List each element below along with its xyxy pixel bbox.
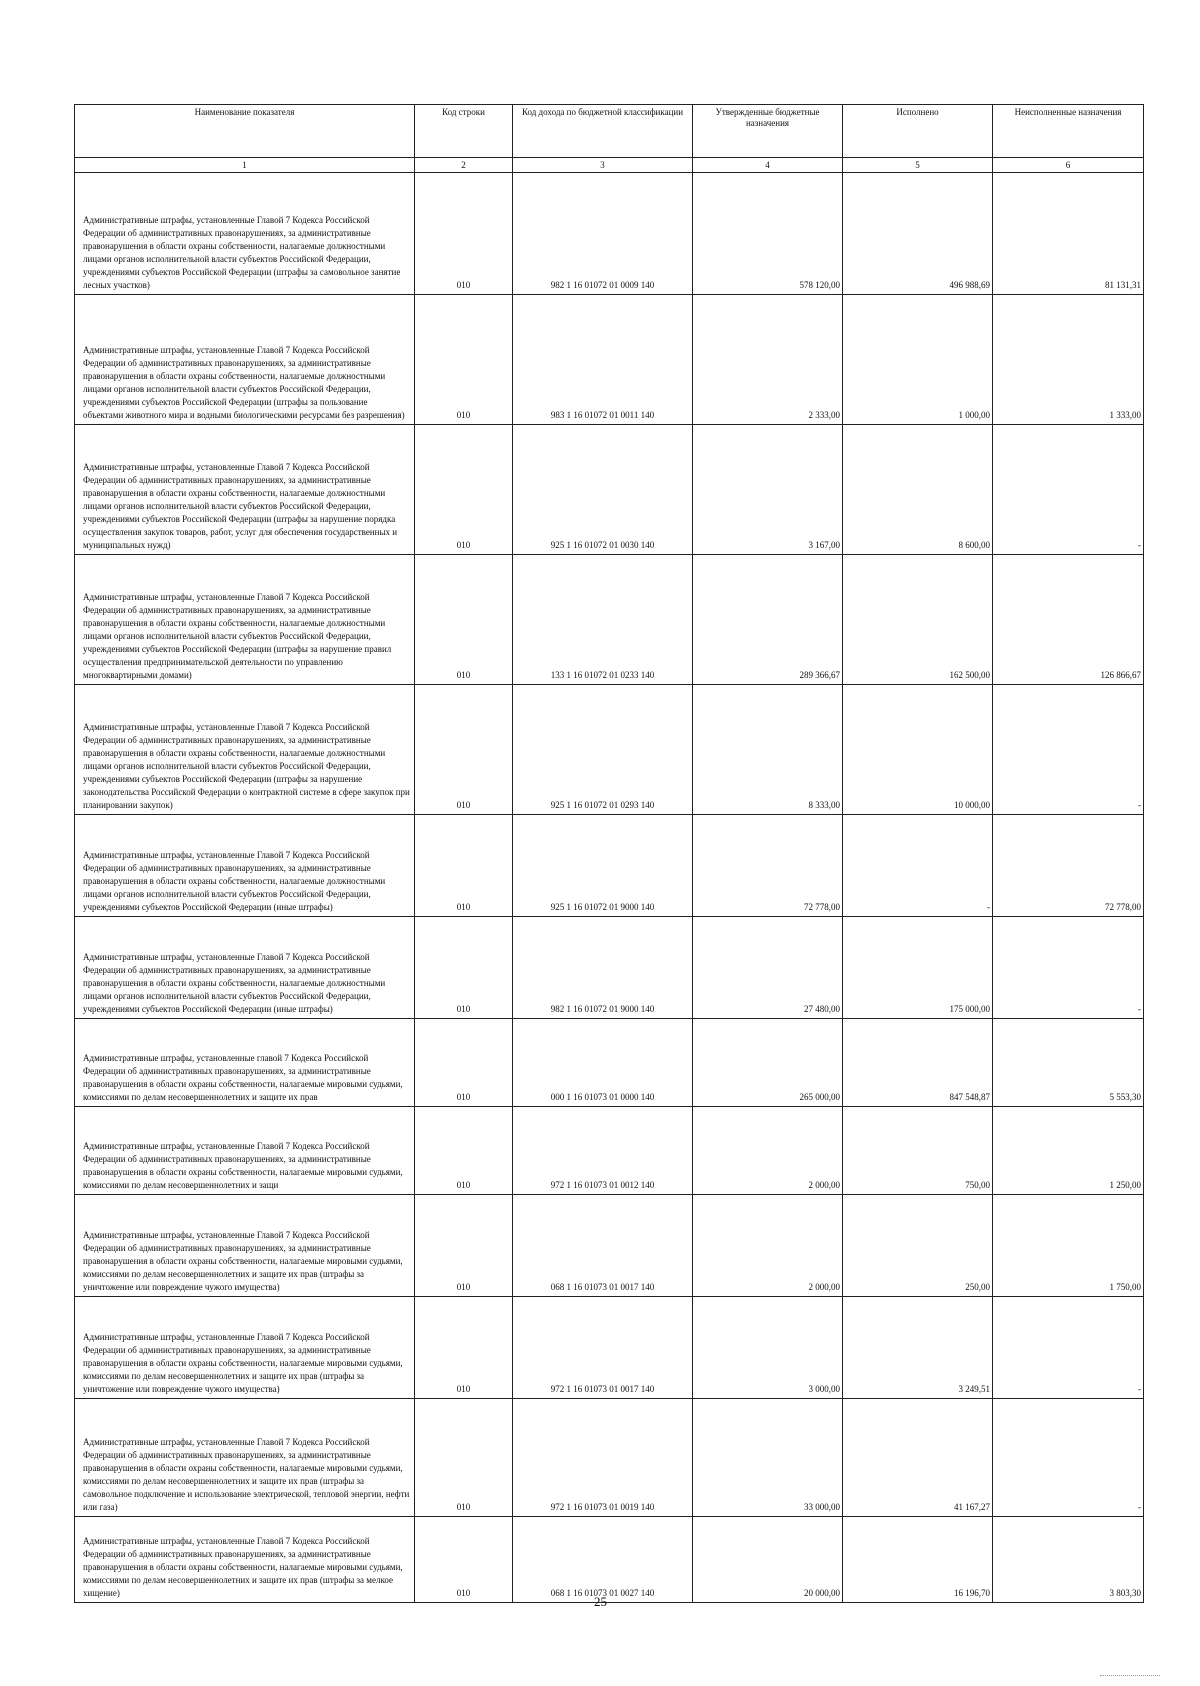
- income-code-cell: 983 1 16 01072 01 0011 140: [513, 295, 693, 425]
- approved-cell: 20 000,00: [693, 1517, 843, 1603]
- table-row: [75, 1107, 1144, 1195]
- executed-cell: 162 500,00: [843, 555, 993, 685]
- income-code-cell: 925 1 16 01072 01 9000 140: [513, 815, 693, 917]
- approved-cell: 3 000,00: [693, 1297, 843, 1399]
- unexecuted-cell: 1 750,00: [993, 1195, 1144, 1297]
- unexecuted-cell: -: [993, 1297, 1144, 1399]
- line-code-cell: 010: [415, 1107, 513, 1195]
- budget-execution-table: [74, 104, 1144, 1603]
- approved-cell: 3 167,00: [693, 425, 843, 555]
- unexecuted-cell: 72 778,00: [993, 815, 1144, 917]
- table-row: [75, 425, 1144, 555]
- table-row: [75, 1195, 1144, 1297]
- header-line-code: Код строки: [415, 105, 513, 158]
- line-code-cell: 010: [415, 1399, 513, 1517]
- table-row: [75, 295, 1144, 425]
- unexecuted-cell: 126 866,67: [993, 555, 1144, 685]
- page-number: 25: [594, 1594, 607, 1609]
- income-code-cell: 972 1 16 01073 01 0012 140: [513, 1107, 693, 1195]
- table-row: [75, 917, 1144, 1019]
- income-code-cell: 972 1 16 01073 01 0019 140: [513, 1399, 693, 1517]
- unexecuted-cell: -: [993, 685, 1144, 815]
- income-code-cell: 972 1 16 01073 01 0017 140: [513, 1297, 693, 1399]
- approved-cell: 27 480,00: [693, 917, 843, 1019]
- income-code-cell: 000 1 16 01073 01 0000 140: [513, 1019, 693, 1107]
- approved-cell: 578 120,00: [693, 173, 843, 295]
- column-number: 1: [75, 158, 415, 173]
- unexecuted-cell: 5 553,30: [993, 1019, 1144, 1107]
- line-code-cell: 010: [415, 1297, 513, 1399]
- approved-cell: 72 778,00: [693, 815, 843, 917]
- column-number: 2: [415, 158, 513, 173]
- indicator-name-cell: Административные штрафы, установленные Главой 7 Кодекса Российской Федерации об административных правонарушениях, за административные правонарушения в области охраны собственности, налагаемые должностными лицами органов исполнительной власти субъектов Российской Федерации, учреждениями субъектов Российской Федерации (штрафы за нарушение законодательства Российской Федерации о контрактной системе в сфере закупок при планировании закупок): [75, 685, 415, 815]
- indicator-name-cell: Административные штрафы, установленные Главой 7 Кодекса Российской Федерации об административных правонарушениях, за административные правонарушения в области охраны собственности, налагаемые мировыми судьями, комиссиями по делам несовершеннолетних и защите их прав (штрафы за уничтожение или повреждение чужого имущества): [75, 1297, 415, 1399]
- unexecuted-cell: 81 131,31: [993, 173, 1144, 295]
- executed-cell: -: [843, 815, 993, 917]
- approved-cell: 8 333,00: [693, 685, 843, 815]
- header-approved: Утвержденные бюджетные назначения: [693, 105, 843, 158]
- line-code-cell: 010: [415, 555, 513, 685]
- indicator-name-cell: Административные штрафы, установленные Главой 7 Кодекса Российской Федерации об административных правонарушениях, за административные правонарушения в области охраны собственности, налагаемые должностными лицами органов исполнительной власти субъектов Российской Федерации, учреждениями субъектов Российской Федерации (иные штрафы): [75, 815, 415, 917]
- column-number: 5: [843, 158, 993, 173]
- line-code-cell: 010: [415, 917, 513, 1019]
- unexecuted-cell: -: [993, 425, 1144, 555]
- unexecuted-cell: 1 250,00: [993, 1107, 1144, 1195]
- indicator-name-cell: Административные штрафы, установленные Главой 7 Кодекса Российской Федерации об административных правонарушениях, за административные правонарушения в области охраны собственности, налагаемые должностными лицами органов исполнительной власти субъектов Российской Федерации, учреждениями субъектов Российской Федерации (иные штрафы): [75, 917, 415, 1019]
- header-executed: Исполнено: [843, 105, 993, 158]
- table-row: [75, 1297, 1144, 1399]
- indicator-name-cell: Административные штрафы, установленные Главой 7 Кодекса Российской Федерации об административных правонарушениях, за административные правонарушения в области охраны собственности, налагаемые мировыми судьями, комиссиями по делам несовершеннолетних и защите их прав (штрафы за самовольное подключение и использование электрической, тепловой энергии, нефти или газа): [75, 1399, 415, 1517]
- table-row: [75, 1399, 1144, 1517]
- income-code-cell: 925 1 16 01072 01 0030 140: [513, 425, 693, 555]
- indicator-name-cell: Административные штрафы, установленные Главой 7 Кодекса Российской Федерации об административных правонарушениях, за административные правонарушения в области охраны собственности, налагаемые должностными лицами органов исполнительной власти субъектов Российской Федерации, учреждениями субъектов Российской Федерации (штрафы за пользование объектами животного мира и водными биологическими ресурсами без разрешения): [75, 295, 415, 425]
- approved-cell: 289 366,67: [693, 555, 843, 685]
- income-code-cell: 068 1 16 01073 01 0017 140: [513, 1195, 693, 1297]
- line-code-cell: 010: [415, 425, 513, 555]
- executed-cell: 41 167,27: [843, 1399, 993, 1517]
- unexecuted-cell: -: [993, 917, 1144, 1019]
- income-code-cell: 133 1 16 01072 01 0233 140: [513, 555, 693, 685]
- income-code-cell: 982 1 16 01072 01 0009 140: [513, 173, 693, 295]
- column-number: 3: [513, 158, 693, 173]
- scan-mark: [1100, 1675, 1160, 1680]
- executed-cell: 750,00: [843, 1107, 993, 1195]
- executed-cell: 16 196,70: [843, 1517, 993, 1603]
- approved-cell: 33 000,00: [693, 1399, 843, 1517]
- table-row: [75, 815, 1144, 917]
- column-number: 6: [993, 158, 1144, 173]
- approved-cell: 2 000,00: [693, 1195, 843, 1297]
- executed-cell: 10 000,00: [843, 685, 993, 815]
- executed-cell: 3 249,51: [843, 1297, 993, 1399]
- table-row: [75, 1019, 1144, 1107]
- table-row: [75, 555, 1144, 685]
- indicator-name-cell: Административные штрафы, установленные Главой 7 Кодекса Российской Федерации об административных правонарушениях, за административные правонарушения в области охраны собственности, налагаемые должностными лицами органов исполнительной власти субъектов Российской Федерации, учреждениями субъектов Российской Федерации (штрафы за нарушение правил осуществления предпринимательской деятельности по управлению многоквартирными домами): [75, 555, 415, 685]
- indicator-name-cell: Административные штрафы, установленные Главой 7 Кодекса Российской Федерации об административных правонарушениях, за административные правонарушения в области охраны собственности, налагаемые мировыми судьями, комиссиями по делам несовершеннолетних и защи: [75, 1107, 415, 1195]
- table-header-row: [75, 105, 1144, 158]
- table-row: [75, 685, 1144, 815]
- table-row: [75, 173, 1144, 295]
- unexecuted-cell: 1 333,00: [993, 295, 1144, 425]
- line-code-cell: 010: [415, 1019, 513, 1107]
- header-indicator-name: Наименование показателя: [75, 105, 415, 158]
- indicator-name-cell: Административные штрафы, установленные Главой 7 Кодекса Российской Федерации об административных правонарушениях, за административные правонарушения в области охраны собственности, налагаемые должностными лицами органов исполнительной власти субъектов Российской Федерации, учреждениями субъектов Российской Федерации (штрафы за нарушение порядка осуществления закупок товаров, работ, услуг для обеспечения государственных и муниципальных нужд): [75, 425, 415, 555]
- income-code-cell: 982 1 16 01072 01 9000 140: [513, 917, 693, 1019]
- table-row: [75, 1517, 1144, 1603]
- income-code-cell: 925 1 16 01072 01 0293 140: [513, 685, 693, 815]
- executed-cell: 175 000,00: [843, 917, 993, 1019]
- line-code-cell: 010: [415, 815, 513, 917]
- line-code-cell: 010: [415, 295, 513, 425]
- line-code-cell: 010: [415, 173, 513, 295]
- indicator-name-cell: Административные штрафы, установленные Главой 7 Кодекса Российской Федерации об административных правонарушениях, за административные правонарушения в области охраны собственности, налагаемые мировыми судьями, комиссиями по делам несовершеннолетних и защите их прав (штрафы за уничтожение или повреждение чужого имущества): [75, 1195, 415, 1297]
- approved-cell: 265 000,00: [693, 1019, 843, 1107]
- executed-cell: 250,00: [843, 1195, 993, 1297]
- header-income-code: Код дохода по бюджетной классификации: [513, 105, 693, 158]
- executed-cell: 8 600,00: [843, 425, 993, 555]
- budget-execution-table-sheet: [74, 104, 1143, 1603]
- executed-cell: 847 548,87: [843, 1019, 993, 1107]
- income-code-cell: 068 1 16 01073 01 0027 140: [513, 1517, 693, 1603]
- approved-cell: 2 333,00: [693, 295, 843, 425]
- indicator-name-cell: Административные штрафы, установленные Главой 7 Кодекса Российской Федерации об административных правонарушениях, за административные правонарушения в области охраны собственности, налагаемые мировыми судьями, комиссиями по делам несовершеннолетних и защите их прав (штрафы за мелкое хищение): [75, 1517, 415, 1603]
- indicator-name-cell: Административные штрафы, установленные главой 7 Кодекса Российской Федерации об административных правонарушениях, за административные правонарушения в области охраны собственности, налагаемые мировыми судьями, комиссиями по делам несовершеннолетних и защите их прав: [75, 1019, 415, 1107]
- unexecuted-cell: 3 803,30: [993, 1517, 1144, 1603]
- header-unexecuted: Неисполненные назначения: [993, 105, 1144, 158]
- column-number: 4: [693, 158, 843, 173]
- line-code-cell: 010: [415, 1195, 513, 1297]
- approved-cell: 2 000,00: [693, 1107, 843, 1195]
- line-code-cell: 010: [415, 685, 513, 815]
- column-number-row: [75, 158, 1144, 173]
- executed-cell: 496 988,69: [843, 173, 993, 295]
- executed-cell: 1 000,00: [843, 295, 993, 425]
- indicator-name-cell: Административные штрафы, установленные Главой 7 Кодекса Российской Федерации об административных правонарушениях, за административные правонарушения в области охраны собственности, налагаемые должностными лицами органов исполнительной власти субъектов Российской Федерации, учреждениями субъектов Российской Федерации (штрафы за самовольное занятие лесных участков): [75, 173, 415, 295]
- line-code-cell: 010: [415, 1517, 513, 1603]
- unexecuted-cell: -: [993, 1399, 1144, 1517]
